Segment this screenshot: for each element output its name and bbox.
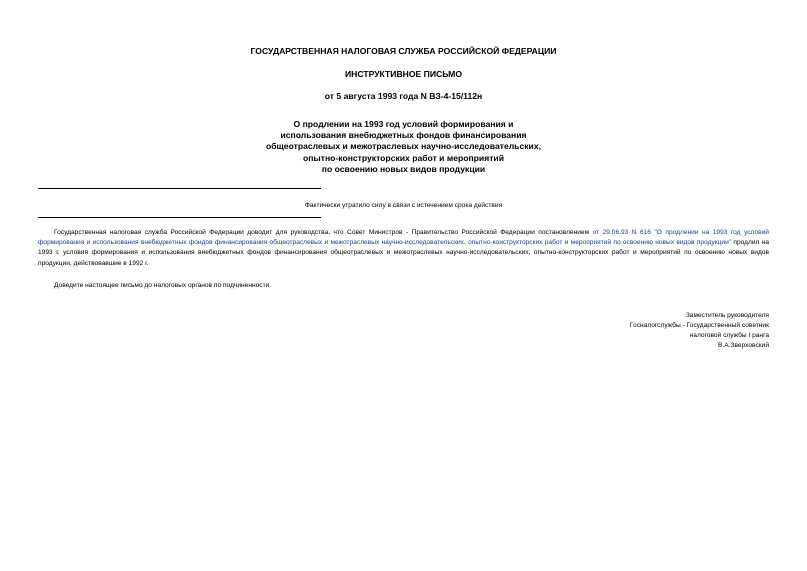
paragraph-text-end: продлил на 1993 г. условия формирования и использования внебюджетных фондов финансирования общеотраслевых и межотраслевых научно-исследовательских, опытно-конструкторских работ и мероприятий по освоению новых видов продукции, действовавшие в 1992 г. <box>38 239 770 267</box>
divider-bottom <box>38 217 321 218</box>
signatory-name: В.А.Зверховский <box>718 342 769 349</box>
subject-line: опытно-конструкторских работ и мероприятий <box>302 152 505 163</box>
signature-line: Заместитель руководителя <box>685 312 769 319</box>
issuing-organization: ГОСУДАРСТВЕННАЯ НАЛОГОВАЯ СЛУЖБА РОССИЙСКОЙ ФЕДЕРАЦИИ <box>250 46 557 56</box>
signature-block <box>630 311 769 351</box>
signature-line: налоговой службы I ранга <box>689 332 769 339</box>
document-date-number: от 5 августа 1993 года N ВЗ-4-15/112н <box>324 91 483 101</box>
subject-line: использования внебюджетных фондов финансирования <box>280 130 527 141</box>
document-type: ИНСТРУКТИВНОЕ ПИСЬМО <box>344 69 463 79</box>
divider-top <box>38 188 321 189</box>
main-paragraph <box>38 228 769 269</box>
validity-note: Фактически утратило силу в связи с истечением срока действия <box>304 202 503 209</box>
subject-line: О продлении на 1993 год условий формирования и <box>293 119 514 129</box>
instruction-paragraph: Доведите настоящее письмо до налоговых органов по подчиненности. <box>54 282 272 289</box>
resolution-link[interactable]: от 29.06.93 N 616 "О продлении на 1993 год условий формирования и использования внебюджетных фондов финансирования общеотраслевых и межотраслевых научно-исследовательских, опытно-конструкторских работ и мероприятий по освоению новых видов продукции" <box>38 229 769 247</box>
signature-line: Госналогслужбы - Государственный советник <box>629 322 769 329</box>
subject-line: по освоению новых видов продукции <box>321 163 486 174</box>
document-subject <box>0 119 807 175</box>
subject-line: общеотраслевых и межотраслевых научно-исследовательских, <box>265 141 542 152</box>
paragraph-text-start: Государственная налоговая служба Российской Федерации доводит для руководства, что Совет Министров - Правительство Российской Федерации постановлением <box>54 229 593 236</box>
